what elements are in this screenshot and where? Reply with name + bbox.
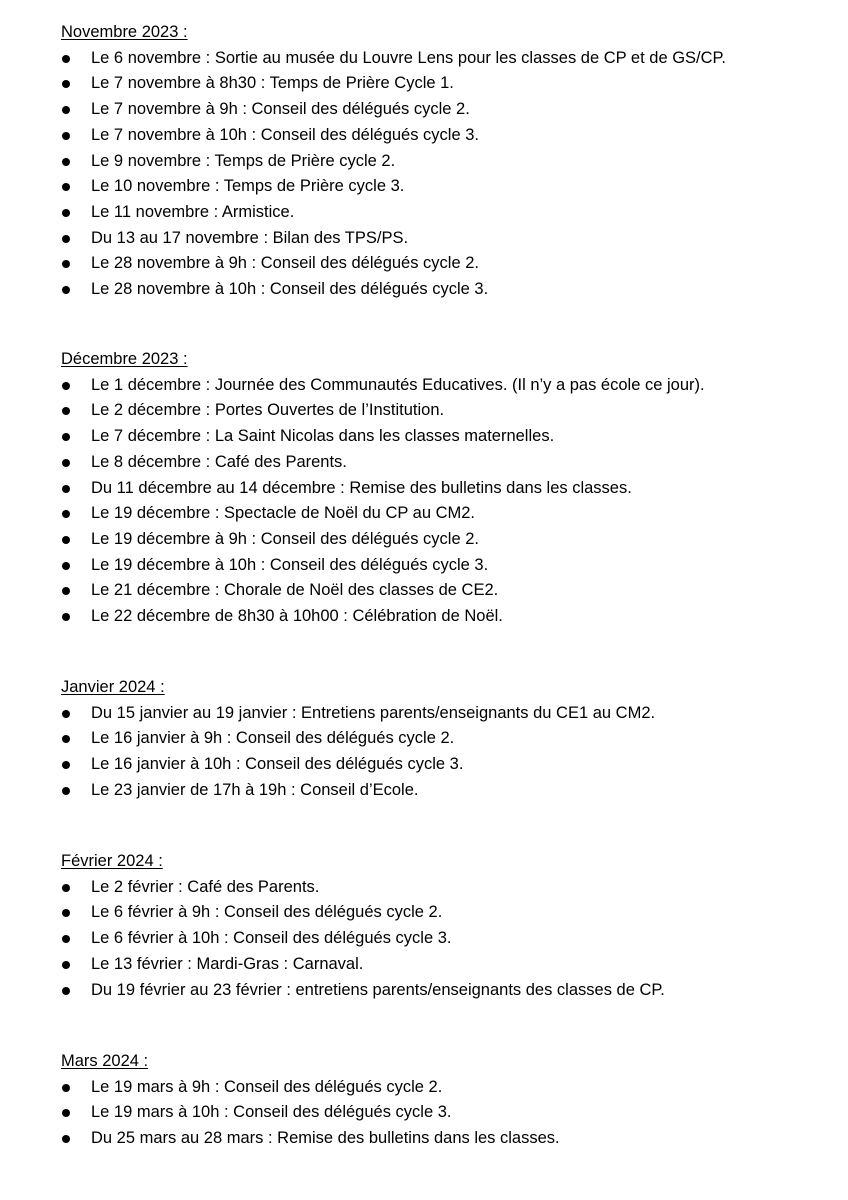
event-item bbox=[61, 174, 821, 200]
section-mars-2024 bbox=[61, 1049, 821, 1152]
section-novembre-2023 bbox=[61, 20, 821, 303]
event-text: Le 2 février : Café des Parents. bbox=[91, 877, 320, 896]
event-item bbox=[61, 277, 821, 303]
event-text: Le 7 novembre à 10h : Conseil des délégués cycle 3. bbox=[91, 125, 479, 144]
event-text: Le 6 février à 9h : Conseil des délégués cycle 2. bbox=[91, 903, 443, 922]
month-heading: Novembre 2023 : bbox=[61, 23, 188, 41]
bullet-icon bbox=[62, 407, 70, 415]
event-item bbox=[61, 226, 821, 252]
bullet-icon bbox=[62, 132, 70, 140]
event-item bbox=[61, 200, 821, 226]
bullet-icon bbox=[62, 485, 70, 493]
bullet-icon bbox=[62, 735, 70, 743]
event-text: Le 19 mars à 10h : Conseil des délégués cycle 3. bbox=[91, 1103, 452, 1122]
bullet-icon bbox=[62, 459, 70, 467]
event-item bbox=[61, 1075, 821, 1101]
event-text: Le 7 décembre : La Saint Nicolas dans les classes maternelles. bbox=[91, 427, 555, 446]
month-heading: Février 2024 : bbox=[61, 852, 163, 870]
bullet-icon bbox=[62, 209, 70, 217]
event-text: Le 16 janvier à 10h : Conseil des délégués cycle 3. bbox=[91, 755, 464, 774]
bullet-icon bbox=[62, 710, 70, 718]
event-text: Du 11 décembre au 14 décembre : Remise des bulletins dans les classes. bbox=[91, 478, 632, 497]
event-item bbox=[61, 553, 821, 579]
bullet-icon bbox=[62, 286, 70, 294]
bullet-icon bbox=[62, 158, 70, 166]
bullet-icon bbox=[62, 587, 70, 595]
event-text: Du 19 février au 23 février : entretiens parents/enseignants des classes de CP. bbox=[91, 980, 665, 999]
bullet-icon bbox=[62, 909, 70, 917]
event-item bbox=[61, 752, 821, 778]
event-text: Du 13 au 17 novembre : Bilan des TPS/PS. bbox=[91, 228, 409, 247]
event-text: Le 8 décembre : Café des Parents. bbox=[91, 452, 347, 471]
section-fevrier-2024 bbox=[61, 849, 821, 1003]
bullet-icon bbox=[62, 1084, 70, 1092]
event-item bbox=[61, 476, 821, 502]
event-text: Le 28 novembre à 10h : Conseil des délégués cycle 3. bbox=[91, 280, 489, 299]
event-list bbox=[61, 373, 821, 630]
bullet-icon bbox=[62, 935, 70, 943]
event-text: Le 13 février : Mardi-Gras : Carnaval. bbox=[91, 954, 364, 973]
event-text: Le 22 décembre de 8h30 à 10h00 : Célébration de Noël. bbox=[91, 607, 503, 626]
event-text: Le 1 décembre : Journée des Communautés Educatives. (Il n’y a pas école ce jour). bbox=[91, 375, 705, 394]
bullet-icon bbox=[62, 106, 70, 114]
event-text: Le 10 novembre : Temps de Prière cycle 3. bbox=[91, 177, 405, 196]
event-item bbox=[61, 71, 821, 97]
event-item bbox=[61, 450, 821, 476]
bullet-icon bbox=[62, 961, 70, 969]
event-item bbox=[61, 373, 821, 399]
event-item bbox=[61, 952, 821, 978]
event-item bbox=[61, 726, 821, 752]
event-item bbox=[61, 424, 821, 450]
event-item bbox=[61, 978, 821, 1004]
month-heading: Janvier 2024 : bbox=[61, 678, 165, 696]
bullet-icon bbox=[62, 884, 70, 892]
event-item bbox=[61, 251, 821, 277]
event-item bbox=[61, 926, 821, 952]
section-decembre-2023 bbox=[61, 347, 821, 630]
event-item bbox=[61, 701, 821, 727]
bullet-icon bbox=[62, 80, 70, 88]
bullet-icon bbox=[62, 55, 70, 63]
event-item bbox=[61, 875, 821, 901]
event-text: Le 6 février à 10h : Conseil des délégués cycle 3. bbox=[91, 929, 452, 948]
event-text: Le 19 décembre à 9h : Conseil des délégués cycle 2. bbox=[91, 529, 479, 548]
event-text: Le 7 novembre à 9h : Conseil des délégués cycle 2. bbox=[91, 100, 470, 119]
event-text: Du 25 mars au 28 mars : Remise des bulletins dans les classes. bbox=[91, 1129, 560, 1148]
event-text: Le 19 mars à 9h : Conseil des délégués cycle 2. bbox=[91, 1077, 443, 1096]
event-item bbox=[61, 398, 821, 424]
bullet-icon bbox=[62, 787, 70, 795]
bullet-icon bbox=[62, 1135, 70, 1143]
month-heading: Décembre 2023 : bbox=[61, 350, 188, 368]
event-list bbox=[61, 46, 821, 303]
bullet-icon bbox=[62, 1109, 70, 1117]
event-text: Le 19 décembre : Spectacle de Noël du CP au CM2. bbox=[91, 504, 476, 523]
event-item bbox=[61, 501, 821, 527]
bullet-icon bbox=[62, 260, 70, 268]
event-item bbox=[61, 1126, 821, 1152]
event-list bbox=[61, 701, 821, 804]
event-text: Du 15 janvier au 19 janvier : Entretiens parents/enseignants du CE1 au CM2. bbox=[91, 703, 656, 722]
event-list bbox=[61, 875, 821, 1004]
event-text: Le 16 janvier à 9h : Conseil des délégués cycle 2. bbox=[91, 729, 455, 748]
event-item bbox=[61, 97, 821, 123]
event-text: Le 2 décembre : Portes Ouvertes de l’Institution. bbox=[91, 401, 445, 420]
event-text: Le 7 novembre à 8h30 : Temps de Prière Cycle 1. bbox=[91, 74, 454, 93]
event-item bbox=[61, 149, 821, 175]
bullet-icon bbox=[62, 761, 70, 769]
event-item bbox=[61, 778, 821, 804]
bullet-icon bbox=[62, 562, 70, 570]
bullet-icon bbox=[62, 183, 70, 191]
event-text: Le 19 décembre à 10h : Conseil des délégués cycle 3. bbox=[91, 555, 489, 574]
bullet-icon bbox=[62, 235, 70, 243]
event-text: Le 9 novembre : Temps de Prière cycle 2. bbox=[91, 151, 396, 170]
bullet-icon bbox=[62, 510, 70, 518]
event-item bbox=[61, 578, 821, 604]
event-text: Le 11 novembre : Armistice. bbox=[91, 202, 295, 221]
bullet-icon bbox=[62, 433, 70, 441]
event-text: Le 21 décembre : Chorale de Noël des classes de CE2. bbox=[91, 581, 499, 600]
event-item bbox=[61, 604, 821, 630]
section-janvier-2024 bbox=[61, 675, 821, 804]
event-item bbox=[61, 1100, 821, 1126]
event-item bbox=[61, 900, 821, 926]
event-item bbox=[61, 527, 821, 553]
event-item bbox=[61, 123, 821, 149]
bullet-icon bbox=[62, 382, 70, 390]
bullet-icon bbox=[62, 613, 70, 621]
event-text: Le 6 novembre : Sortie au musée du Louvre Lens pour les classes de CP et de GS/CP. bbox=[91, 48, 727, 67]
bullet-icon bbox=[62, 987, 70, 995]
month-heading: Mars 2024 : bbox=[61, 1052, 149, 1070]
bullet-icon bbox=[62, 536, 70, 544]
event-text: Le 23 janvier de 17h à 19h : Conseil d’Ecole. bbox=[91, 780, 419, 799]
event-text: Le 28 novembre à 9h : Conseil des délégués cycle 2. bbox=[91, 254, 479, 273]
event-list bbox=[61, 1075, 821, 1152]
event-item bbox=[61, 46, 821, 72]
